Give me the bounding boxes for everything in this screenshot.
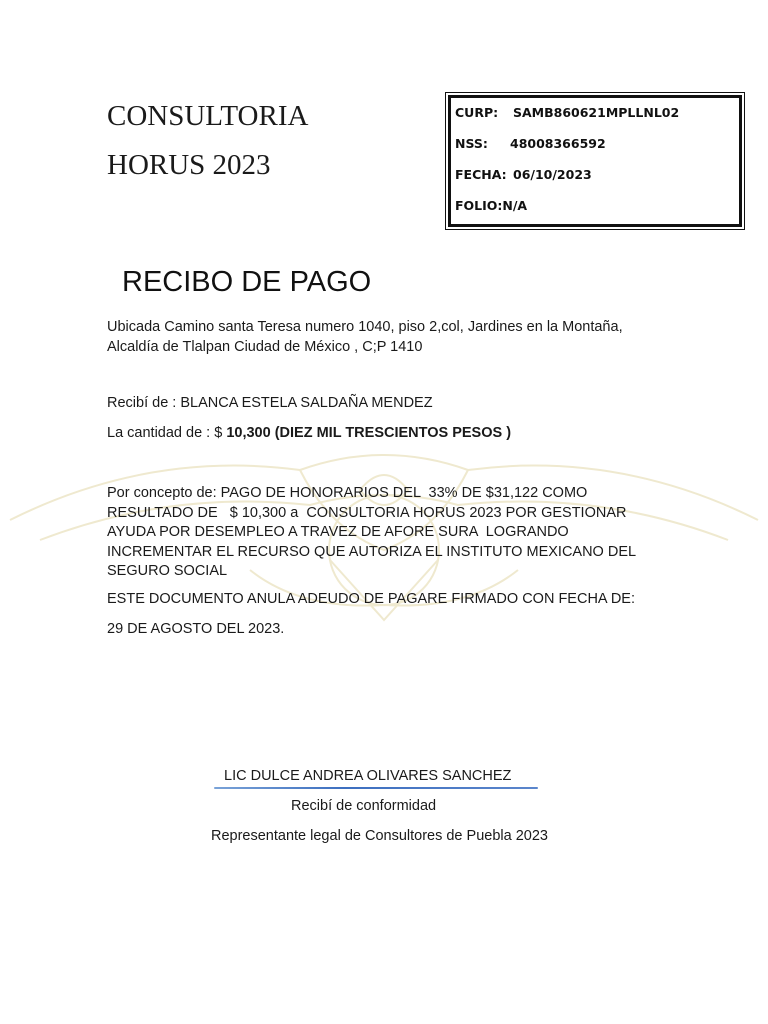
- amount-prefix: La cantidad de : $: [107, 425, 227, 441]
- concept-line5: SEGURO SOCIAL: [107, 563, 228, 579]
- concept-line4: INCREMENTAR EL RECURSO QUE AUTORIZA EL INSTITUTO MEXICANO DEL: [107, 543, 637, 560]
- address-line2: Alcaldía de Tlalpan Ciudad de México , C;P 1410: [107, 339, 423, 355]
- received-from: Recibí de : BLANCA ESTELA SALDAÑA MENDEZ: [107, 395, 433, 411]
- legal-representative: Representante legal de Consultores de Puebla 2023: [211, 828, 548, 844]
- payment-concept: [107, 484, 687, 582]
- conformity-text: Recibí de conformidad: [291, 798, 437, 814]
- folio-value: N/A: [502, 198, 528, 213]
- document-title: RECIBO DE PAGO: [122, 266, 372, 298]
- annul-date: 29 DE AGOSTO DEL 2023.: [107, 621, 285, 637]
- address: [107, 317, 727, 357]
- concept-line3: AYUDA POR DESEMPLEO A TRAVEZ DE AFORE SURA LOGRANDO: [107, 524, 569, 540]
- company-name: [107, 92, 308, 190]
- amount-line: [107, 425, 511, 441]
- company-name-line1: CONSULTORIA: [107, 100, 309, 132]
- address-line1: Ubicada Camino santa Teresa numero 1040, piso 2,col, Jardines en la Montaña,: [107, 319, 623, 335]
- curp-label: CURP:: [455, 105, 499, 120]
- folio-label: FOLIO:: [455, 198, 503, 213]
- nss-value: 48008366592: [510, 136, 606, 151]
- nss-row: [455, 133, 739, 164]
- fecha-value: 06/10/2023: [513, 167, 592, 182]
- nss-label: NSS:: [455, 136, 488, 151]
- company-name-line2: HORUS 2023: [107, 149, 271, 181]
- fecha-row: [455, 164, 739, 195]
- annul-notice: ESTE DOCUMENTO ANULA ADEUDO DE PAGARE FIRMADO CON FECHA DE:: [107, 591, 635, 607]
- folio-row: [455, 195, 739, 226]
- id-info-box: [445, 92, 745, 230]
- signature-line: [214, 787, 538, 789]
- concept-line1: Por concepto de: PAGO DE HONORARIOS DEL 33% DE $31,122 COMO: [107, 485, 588, 501]
- curp-value: SAMB860621MPLLNL02: [513, 105, 680, 120]
- signatory-name: LIC DULCE ANDREA OLIVARES SANCHEZ: [224, 768, 512, 784]
- fecha-label: FECHA:: [455, 167, 507, 182]
- id-info-box-inner: [448, 95, 742, 227]
- amount-value: 10,300 (DIEZ MIL TRESCIENTOS PESOS ): [226, 425, 512, 441]
- curp-row: [455, 102, 739, 133]
- concept-line2: RESULTADO DE $ 10,300 a CONSULTORIA HORUS 2023 POR GESTIONAR: [107, 504, 627, 521]
